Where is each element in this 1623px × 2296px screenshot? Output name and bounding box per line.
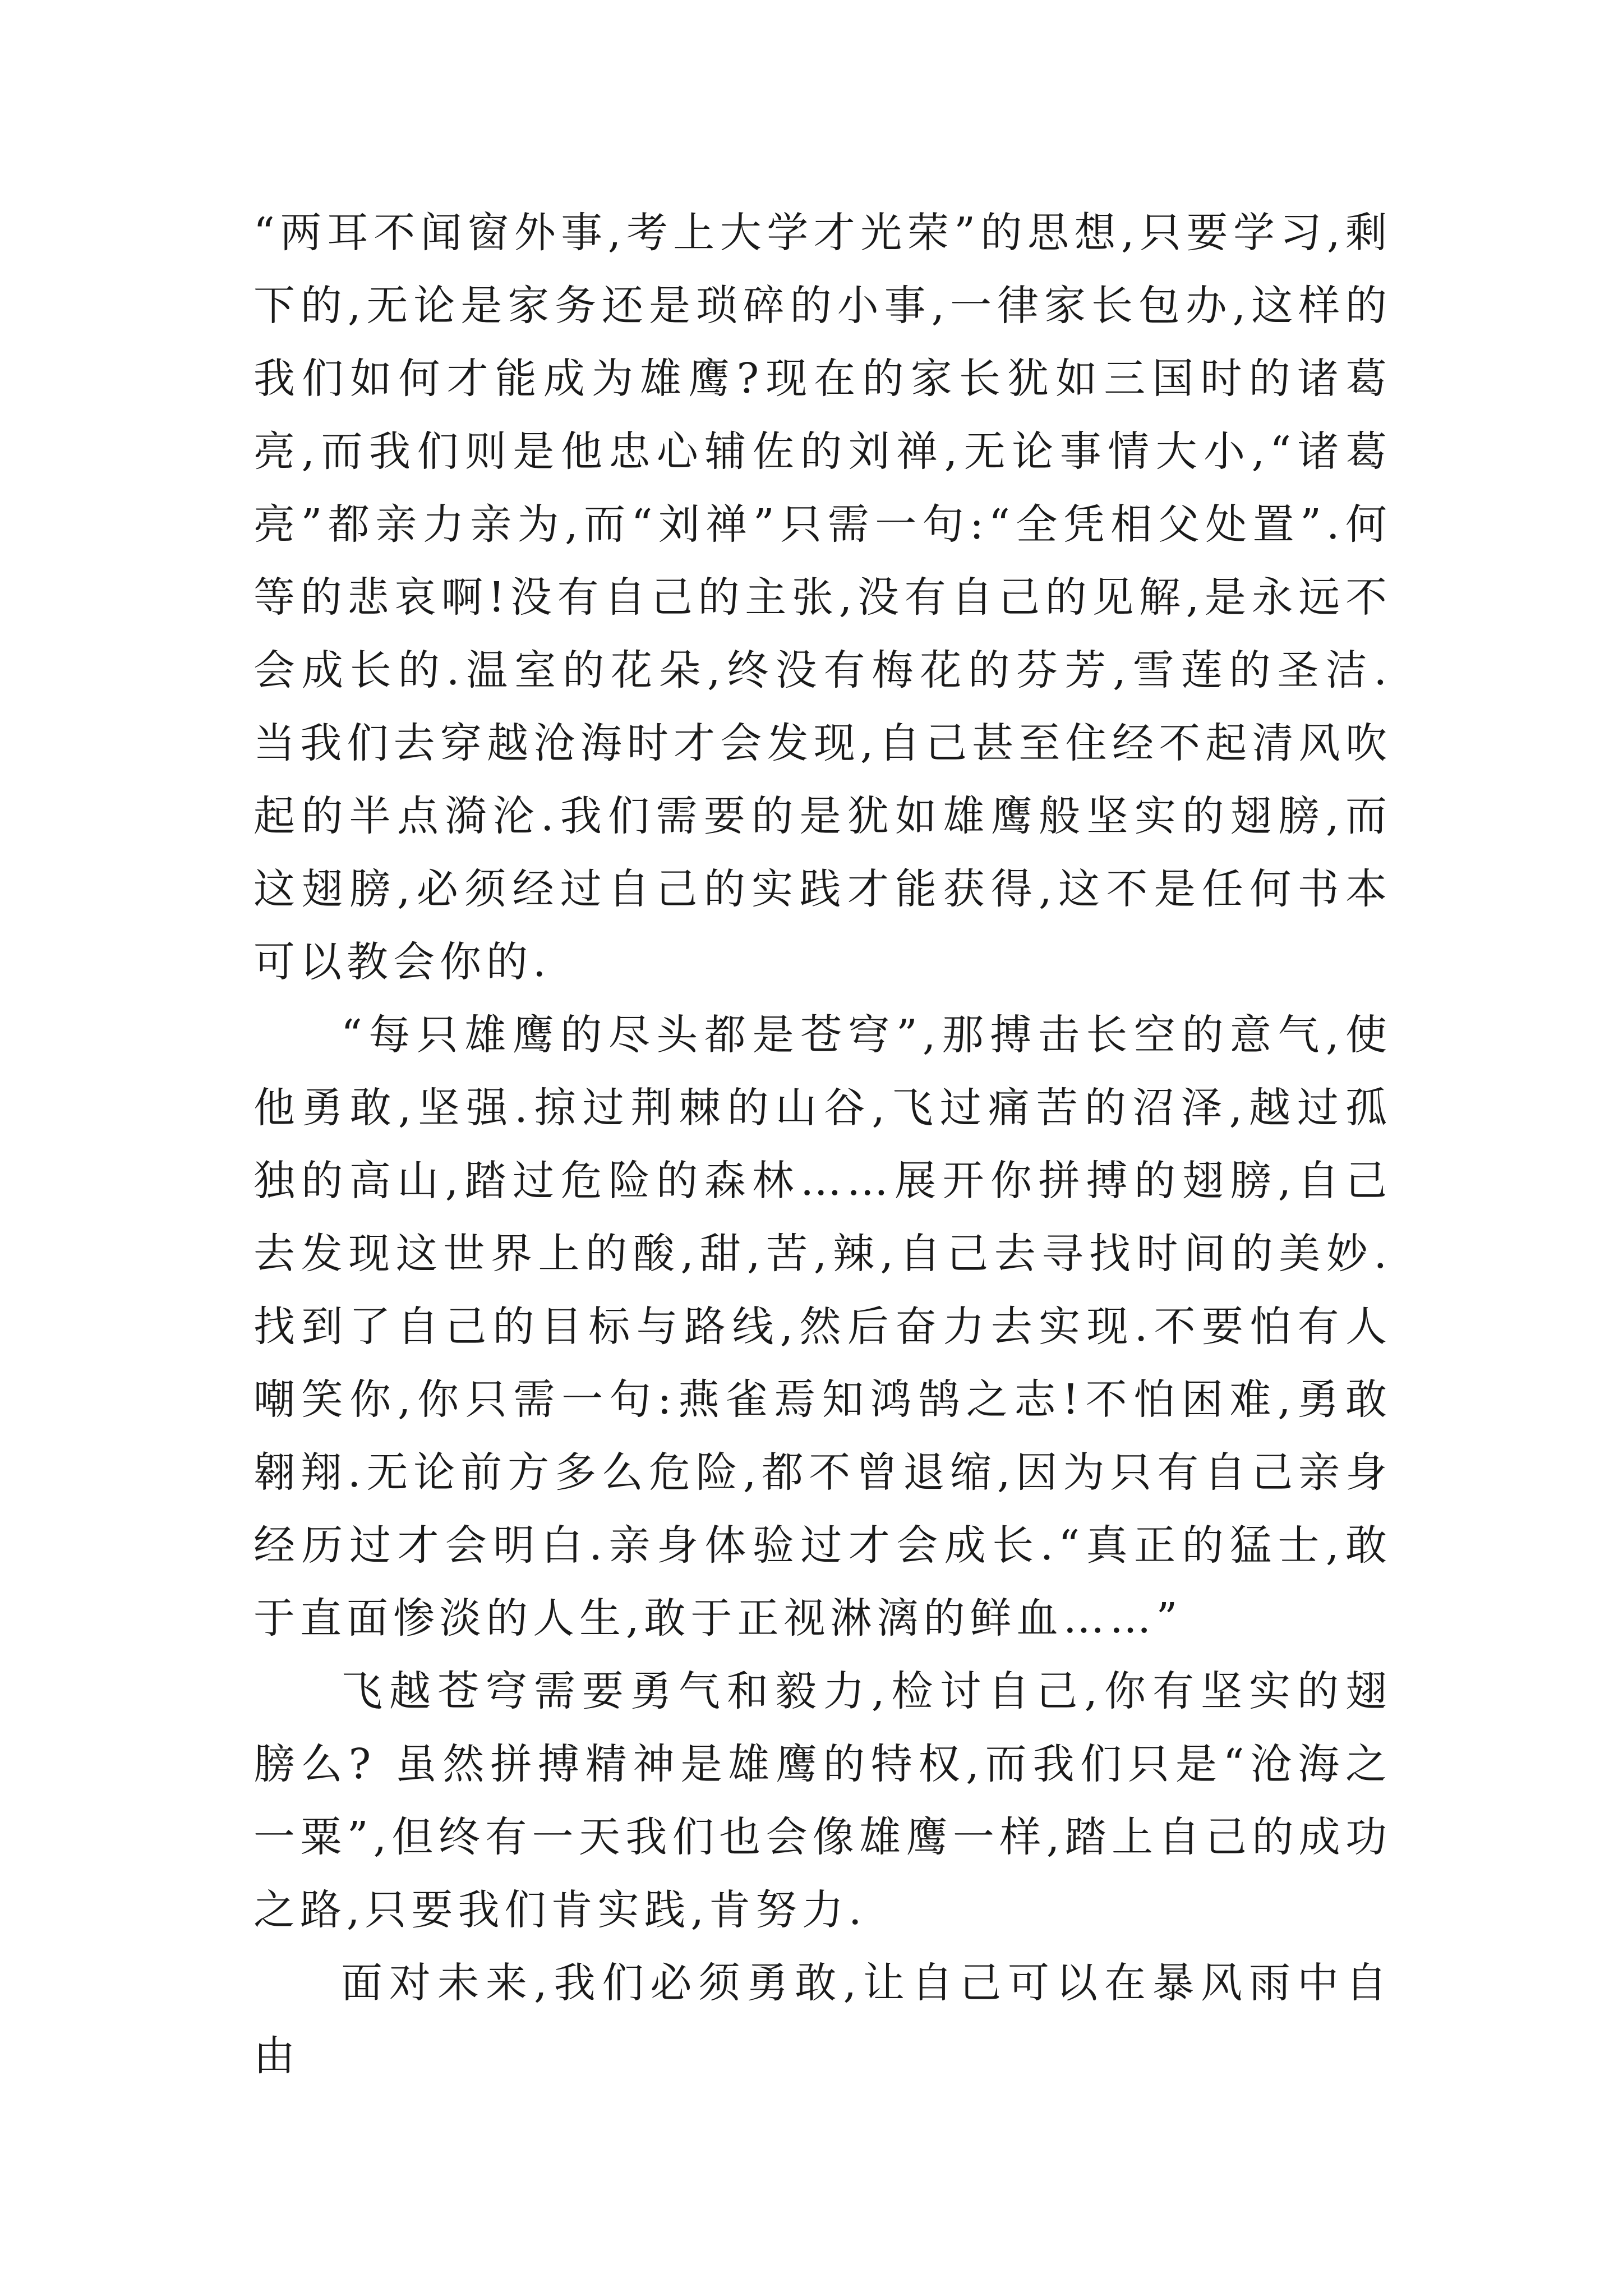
- paragraph-1: “两耳不闻窗外事,考上大学才光荣”的思想,只要学习,剩下的,无论是家务还是琐碎的小事,一律家长包办,这样的我们如何才能成为雄鹰?现在的家长犹如三国时的诸葛亮,而我们则是他忠心辅佐的刘禅,无论事情大小,“诸葛亮”都亲力亲为,而“刘禅”只需一句:“全凭相父处置”.何等的悲哀啊!没有自己的主张,没有自己的见解,是永远不会成长的.温室的花朵,终没有梅花的芬芳,雪莲的圣洁.当我们去穿越沧海时才会发现,自己甚至住经不起清风吹起的半点漪沦.我们需要的是犹如雄鹰般坚实的翅膀,而这翅膀,必须经过自己的实践才能获得,这不是任何书本可以教会你的.: [253, 209, 1392, 986]
- paragraph-4: 面对未来,我们必须勇敢,让自己可以在暴风雨中自由: [253, 1959, 1392, 2080]
- document-body: [253, 196, 1392, 2092]
- paragraph-2: “每只雄鹰的尽头都是苍穹”,那搏击长空的意气,使他勇敢,坚强.掠过荆棘的山谷,飞过痛苦的沼泽,越过孤独的高山,踏过危险的森林……展开你拼搏的翅膀,自己去发现这世界上的酸,甜,苦,辣,自己去寻找时间的美妙.找到了自己的目标与路线,然后奋力去实现.不要怕有人嘲笑你,你只需一句:燕雀焉知鸿鹄之志!不怕困难,勇敢翱翔.无论前方多么危险,都不曾退缩,因为只有自己亲身经历过才会明白.亲身体验过才会成长.“真正的猛士,敢于直面惨淡的人生,敢于正视淋漓的鲜血……”: [253, 1011, 1392, 1642]
- paragraph-3: 飞越苍穹需要勇气和毅力,检讨自己,你有坚实的翅膀么? 虽然拼搏精神是雄鹰的特权,而我们只是“沧海之一粟”,但终有一天我们也会像雄鹰一样,踏上自己的成功之路,只要我们肯实践,肯努力.: [253, 1667, 1392, 1934]
